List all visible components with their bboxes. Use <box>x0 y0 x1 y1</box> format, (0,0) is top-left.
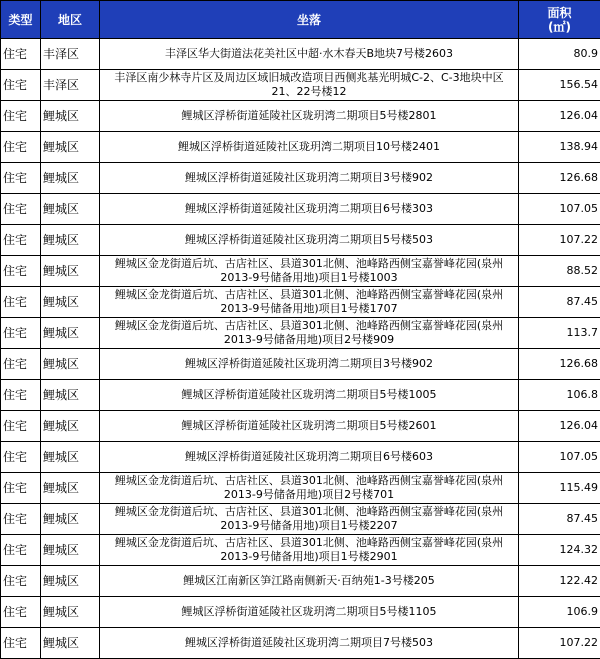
table-body <box>1 39 600 659</box>
cell-area: 138.94 <box>519 132 600 163</box>
cell-type: 住宅 <box>1 318 41 349</box>
cell-district: 鲤城区 <box>41 287 100 318</box>
cell-district: 鲤城区 <box>41 194 100 225</box>
table-row <box>1 566 600 597</box>
cell-location: 鲤城区金龙街道后坑、古店社区、县道301北侧、池峰路西侧宝嘉誉峰花园(泉州2013-9号储备用地)项目2号楼909 <box>100 318 519 349</box>
cell-location: 鲤城区浮桥街道延陵社区珑玥湾二期项目5号楼1005 <box>100 380 519 411</box>
cell-district: 鲤城区 <box>41 442 100 473</box>
table-row <box>1 442 600 473</box>
cell-type: 住宅 <box>1 349 41 380</box>
cell-type: 住宅 <box>1 101 41 132</box>
cell-area: 113.7 <box>519 318 600 349</box>
cell-district: 丰泽区 <box>41 70 100 101</box>
cell-location: 鲤城区浮桥街道延陵社区珑玥湾二期项目5号楼2601 <box>100 411 519 442</box>
table-row <box>1 597 600 628</box>
cell-area: 122.42 <box>519 566 600 597</box>
cell-location: 鲤城区金龙街道后坑、古店社区、县道301北侧、池峰路西侧宝嘉誉峰花园(泉州2013-9号储备用地)项目2号楼701 <box>100 473 519 504</box>
cell-type: 住宅 <box>1 287 41 318</box>
column-header-area-unit: (㎡) <box>521 20 598 34</box>
cell-district: 鲤城区 <box>41 318 100 349</box>
table-header <box>1 1 600 39</box>
cell-area: 126.68 <box>519 163 600 194</box>
cell-district: 鲤城区 <box>41 132 100 163</box>
cell-location: 鲤城区浮桥街道延陵社区珑玥湾二期项目3号楼902 <box>100 163 519 194</box>
cell-location: 鲤城区金龙街道后坑、古店社区、县道301北侧、池峰路西侧宝嘉誉峰花园(泉州2013-9号储备用地)项目1号楼2207 <box>100 504 519 535</box>
cell-district: 鲤城区 <box>41 411 100 442</box>
cell-district: 鲤城区 <box>41 535 100 566</box>
table-row <box>1 256 600 287</box>
cell-type: 住宅 <box>1 597 41 628</box>
cell-location: 鲤城区浮桥街道延陵社区珑玥湾二期项目6号楼603 <box>100 442 519 473</box>
cell-type: 住宅 <box>1 132 41 163</box>
table-row <box>1 132 600 163</box>
table-row <box>1 163 600 194</box>
cell-area: 107.05 <box>519 194 600 225</box>
table-row <box>1 101 600 132</box>
table-row <box>1 473 600 504</box>
cell-district: 鲤城区 <box>41 380 100 411</box>
cell-district: 鲤城区 <box>41 225 100 256</box>
cell-location: 鲤城区浮桥街道延陵社区珑玥湾二期项目6号楼303 <box>100 194 519 225</box>
cell-area: 124.32 <box>519 535 600 566</box>
table-row <box>1 318 600 349</box>
table-row <box>1 628 600 659</box>
cell-location: 鲤城区金龙街道后坑、古店社区、县道301北侧、池峰路西侧宝嘉誉峰花园(泉州2013-9号储备用地)项目1号楼2901 <box>100 535 519 566</box>
cell-area: 156.54 <box>519 70 600 101</box>
cell-district: 鲤城区 <box>41 628 100 659</box>
cell-area: 126.68 <box>519 349 600 380</box>
cell-district: 鲤城区 <box>41 163 100 194</box>
column-header-area-label: 面积 <box>521 6 598 20</box>
cell-type: 住宅 <box>1 566 41 597</box>
cell-area: 80.9 <box>519 39 600 70</box>
cell-type: 住宅 <box>1 411 41 442</box>
table-row <box>1 349 600 380</box>
cell-location: 丰泽区华大街道法花美社区中超·水木春天B地块7号楼2603 <box>100 39 519 70</box>
table-row <box>1 194 600 225</box>
cell-district: 鲤城区 <box>41 349 100 380</box>
cell-location: 鲤城区金龙街道后坑、古店社区、县道301北侧、池峰路西侧宝嘉誉峰花园(泉州2013-9号储备用地)项目1号楼1003 <box>100 256 519 287</box>
table-row <box>1 535 600 566</box>
cell-type: 住宅 <box>1 39 41 70</box>
cell-district: 鲤城区 <box>41 473 100 504</box>
cell-type: 住宅 <box>1 225 41 256</box>
cell-location: 鲤城区浮桥街道延陵社区珑玥湾二期项目5号楼503 <box>100 225 519 256</box>
cell-type: 住宅 <box>1 163 41 194</box>
cell-type: 住宅 <box>1 535 41 566</box>
column-header-type: 类型 <box>1 1 41 39</box>
cell-type: 住宅 <box>1 194 41 225</box>
cell-area: 88.52 <box>519 256 600 287</box>
table-row <box>1 287 600 318</box>
cell-type: 住宅 <box>1 380 41 411</box>
cell-location: 鲤城区浮桥街道延陵社区珑玥湾二期项目5号楼1105 <box>100 597 519 628</box>
cell-district: 丰泽区 <box>41 39 100 70</box>
cell-district: 鲤城区 <box>41 597 100 628</box>
table-row <box>1 70 600 101</box>
cell-location: 鲤城区浮桥街道延陵社区珑玥湾二期项目10号楼2401 <box>100 132 519 163</box>
cell-district: 鲤城区 <box>41 256 100 287</box>
cell-area: 126.04 <box>519 411 600 442</box>
cell-area: 106.9 <box>519 597 600 628</box>
cell-type: 住宅 <box>1 442 41 473</box>
cell-location: 鲤城区金龙街道后坑、古店社区、县道301北侧、池峰路西侧宝嘉誉峰花园(泉州2013-9号储备用地)项目1号楼1707 <box>100 287 519 318</box>
cell-area: 115.49 <box>519 473 600 504</box>
cell-area: 107.22 <box>519 225 600 256</box>
cell-area: 87.45 <box>519 504 600 535</box>
table-row <box>1 39 600 70</box>
table-row <box>1 380 600 411</box>
cell-district: 鲤城区 <box>41 566 100 597</box>
cell-area: 87.45 <box>519 287 600 318</box>
cell-location: 鲤城区江南新区笋江路南侧新天·百纳苑1-3号楼205 <box>100 566 519 597</box>
cell-type: 住宅 <box>1 256 41 287</box>
cell-district: 鲤城区 <box>41 504 100 535</box>
header-row <box>1 1 600 39</box>
table-row <box>1 504 600 535</box>
cell-type: 住宅 <box>1 473 41 504</box>
cell-location: 鲤城区浮桥街道延陵社区珑玥湾二期项目7号楼503 <box>100 628 519 659</box>
column-header-district: 地区 <box>41 1 100 39</box>
cell-location: 鲤城区浮桥街道延陵社区珑玥湾二期项目5号楼2801 <box>100 101 519 132</box>
cell-type: 住宅 <box>1 504 41 535</box>
cell-area: 107.05 <box>519 442 600 473</box>
table-row <box>1 411 600 442</box>
column-header-location: 坐落 <box>100 1 519 39</box>
cell-location: 鲤城区浮桥街道延陵社区珑玥湾二期项目3号楼902 <box>100 349 519 380</box>
cell-type: 住宅 <box>1 70 41 101</box>
cell-location: 丰泽区南少林寺片区及周边区域旧城改造项目西侧兆基光明城C-2、C-3地块中区21、22号楼12 <box>100 70 519 101</box>
table-row <box>1 225 600 256</box>
cell-district: 鲤城区 <box>41 101 100 132</box>
cell-type: 住宅 <box>1 628 41 659</box>
cell-area: 126.04 <box>519 101 600 132</box>
cell-area: 107.22 <box>519 628 600 659</box>
column-header-area <box>519 1 600 39</box>
cell-area: 106.8 <box>519 380 600 411</box>
